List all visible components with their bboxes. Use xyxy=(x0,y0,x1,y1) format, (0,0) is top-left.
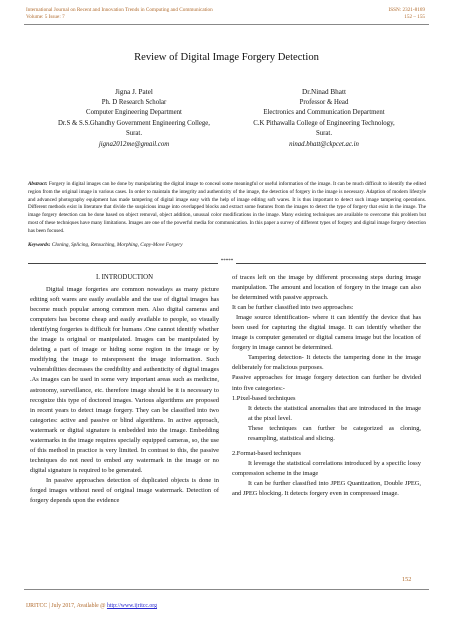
separator-line-right xyxy=(236,263,426,264)
footer-rule xyxy=(24,589,429,590)
right-paragraph-5: Passive approaches for image forgery detection can further be divided into five categories:- xyxy=(232,374,421,392)
author-institution: C.K Pithawalla College of Engineering Technology, xyxy=(253,119,395,127)
author-email: ninad.bhatt@ckpcet.ac.in xyxy=(289,140,359,148)
footer-text: IJRITCC | July 2017, Available @ xyxy=(26,603,107,609)
technique-2-title: 2.Format-based techniques xyxy=(232,449,301,457)
abstract xyxy=(28,181,426,236)
technique-1-categories: These techniques can further be categorized as cloning, resampling, statistical and slicing. xyxy=(248,424,421,442)
technique-2-categories: It can be further classified into JPEG Quantization, Double JPEG, and JPEG blocking. It detects forgery even in compressed image. xyxy=(232,479,421,497)
author-name: Jigna J. Patel xyxy=(115,88,153,96)
author-institution: Dr.S & S.S.Ghandhy Government Engineering College, xyxy=(58,119,210,127)
left-column xyxy=(30,273,219,506)
keywords-label: Keywords: xyxy=(28,242,51,248)
abstract-text: Forgery in digital images can be done by manipulating the digital image to conceal some meaningful or useful information of the image. It can be much difficult to identify the edited region from the original image in various cases. In order to maintain the integrity and authenticity of the image, the detection of forgery in the image is necessary. Adaption of modern lifestyle and advanced photography equipment has made tampering of digital image easy with the help of image editing soft wares. It is thus important to detect such image tampering operations. Different methods exist in literature that divide the suspicious image into overlapped blocks and extract some features from the images to detect the type of forgery that exist in the image. The image forgery detection can be done based on object removal, object addition, unusual color modifications in the image. Many existing techniques are available to overcome this problem but most of these techniques have many limitations. Images are one of the powerful media for communication. In this paper a survey of different types of forgery and digital image forgery detection has been focused. xyxy=(28,181,426,234)
right-paragraph-2: It can be further classified into two approaches: xyxy=(232,304,354,312)
right-paragraph-4: Tampering detection- It detects the tampering done in the image deliberately for malicious purposes. xyxy=(232,354,421,372)
header-rule xyxy=(24,24,429,25)
intro-paragraph-2: In passive approaches detection of duplicated objects is done in forged images without need of original image watermark. Detection of forgery depends upon the evidence xyxy=(30,476,219,505)
journal-name: International Journal on Recent and Innovation Trends in Computing and Communication xyxy=(26,7,213,13)
right-column xyxy=(232,273,421,499)
author-dept: Electronics and Communication Department xyxy=(263,109,385,117)
issn: ISSN: 2321-8169 xyxy=(388,7,425,13)
section-heading: I. INTRODUCTION xyxy=(95,274,153,281)
author-city: Surat. xyxy=(125,130,143,138)
keywords-text: Cloning, Splicing, Retouching, Morphing, Copy-Move Forgery xyxy=(51,242,183,248)
technique-2-desc: It leverage the statistical correlations introduced by a specific lossy compression scheme in the image xyxy=(232,459,421,477)
paper-title: Review of Digital Image Forgery Detection xyxy=(134,52,319,63)
page-footer xyxy=(26,603,157,609)
separator-mark: ***** xyxy=(220,259,234,264)
separator-line-left xyxy=(28,263,218,264)
author-dept: Computer Engineering Department xyxy=(86,109,182,117)
journal-header xyxy=(26,7,213,21)
author-role: Professor & Head xyxy=(299,98,349,106)
volume-issue: Volume: 5 Issue: 7 xyxy=(26,14,65,20)
footer-link[interactable]: http://www.ijritcc.org xyxy=(106,603,158,609)
author-city: Surat. xyxy=(315,130,333,138)
issn-header xyxy=(389,7,425,21)
author-block-1 xyxy=(36,87,232,151)
page-range: 152 – 155 xyxy=(404,14,425,20)
right-paragraph-3: Image source identification- where it can identify the device that has been used for capturing the digital image. It can identify whether the image is computer generated or digital camera image but the location of forgery in image cannot be determined. xyxy=(232,314,421,352)
technique-1-title: 1.Pixel-based techniques xyxy=(232,394,296,402)
keywords xyxy=(28,242,426,248)
intro-paragraph-1: Digital image forgeries are common nowadays as many picture editing soft wares are easily available and the use of digital images has become much popular among common men. Also digital cameras and computers has become cheap and easily available to people, so visually identifying forgeries is difficult for humans .One cannot identify whether the image is original or manipulated. Images can be manipulated by deleting a part of image or hiding some region in the image or by modifying the image to misrepresent the image information. Such vulnerabilities decreases the credibility and authenticity of digital images .As images can be used in some very important areas such as medicine, astronomy, surveillance, etc. therefore image should be it is necessary to recognize this type of doctored images. Various algorithms are proposed in recent years to detect image forgery. They can be classified into two categories: active and passive or blind algorithms. In active approach, watermark or digital signature is embedded into the image. Embedding watermarks in the image requires specially equipped cameras, so, the use of this method in practice is very limited. In contrast to this, the passive techniques do not need to embed any watermark in the image or no digital signature is required to be generated. xyxy=(30,286,219,474)
right-paragraph-1: of traces left on the image by different processing steps during image manipulation. The amount and location of forgery in the image can also be determined with passive approach. xyxy=(232,274,421,302)
author-role: Ph. D Research Scholar xyxy=(101,98,167,106)
technique-1-desc: It detects the statistical anomalies that are introduced in the image at the pixel level. xyxy=(248,404,421,422)
page-number: 152 xyxy=(402,576,412,583)
author-email: jigna2012me@gmail.com xyxy=(98,140,170,148)
author-block-2 xyxy=(226,87,422,151)
author-name: Dr.Ninad Bhatt xyxy=(302,88,346,96)
abstract-label: Abstract: xyxy=(28,181,48,187)
